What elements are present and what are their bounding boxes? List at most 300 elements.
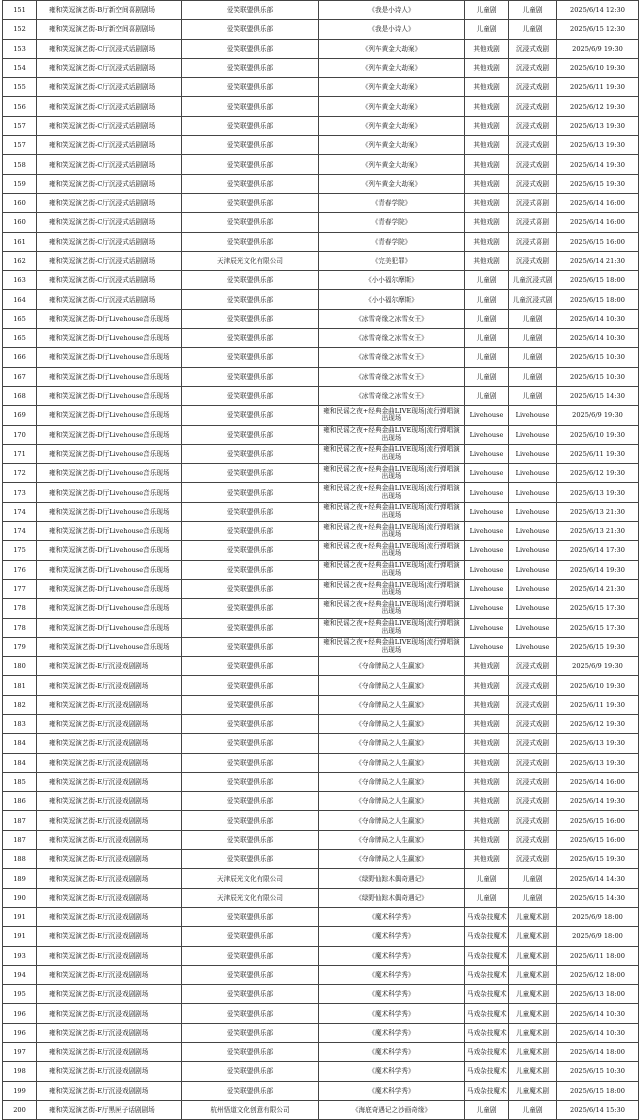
show-title-cell: 《列车黄金大劫案》	[319, 174, 465, 193]
show-title-cell: 《绿野仙踪木偶奇遇记》	[319, 869, 465, 888]
category-cell: 其他戏剧	[465, 734, 509, 753]
category-cell: Livehouse	[465, 483, 509, 502]
row-number: 165	[3, 329, 37, 348]
table-row	[3, 637, 639, 656]
show-title-cell: 《夺命牌局之人生赢家》	[319, 811, 465, 830]
genre-cell: Livehouse	[509, 599, 557, 618]
organizer-cell: 爱笑联盟俱乐部	[182, 772, 319, 791]
organizer-cell: 爱笑联盟俱乐部	[182, 695, 319, 714]
category-cell: 儿童剧	[465, 888, 509, 907]
showtime-cell: 2025/6/13 19:30	[557, 116, 639, 135]
genre-cell: 沉浸式戏剧	[509, 136, 557, 155]
showtime-cell: 2025/6/13 18:00	[557, 985, 639, 1004]
venue-cell: 雍和笑逗演艺街-D厅Livehouse音乐现场	[37, 483, 182, 502]
organizer-cell: 杭州悟道文化创意有限公司	[182, 1100, 319, 1119]
row-number: 169	[3, 406, 37, 425]
venue-cell: 雍和笑逗演艺街-D厅Livehouse音乐现场	[37, 444, 182, 463]
showtime-cell: 2025/6/14 10:30	[557, 1023, 639, 1042]
category-cell: Livehouse	[465, 522, 509, 541]
category-cell: 儿童剧	[465, 309, 509, 328]
venue-cell: 雍和笑逗演艺街-D厅Livehouse音乐现场	[37, 637, 182, 656]
category-cell: Livehouse	[465, 579, 509, 598]
category-cell: 其他戏剧	[465, 174, 509, 193]
table-row	[3, 174, 639, 193]
genre-cell: 沉浸式戏剧	[509, 676, 557, 695]
category-cell: 马戏杂技魔术	[465, 1043, 509, 1062]
row-number: 190	[3, 888, 37, 907]
genre-cell: Livehouse	[509, 522, 557, 541]
organizer-cell: 爱笑联盟俱乐部	[182, 734, 319, 753]
show-title-cell: 《青春学院》	[319, 232, 465, 251]
genre-cell: 儿童魔术剧	[509, 946, 557, 965]
venue-cell: 雍和笑逗演艺街-B厅新空间喜剧剧场	[37, 1, 182, 20]
show-title-cell: 《列车黄金大劫案》	[319, 116, 465, 135]
venue-cell: 雍和笑逗演艺街-C厅沉浸式话剧剧场	[37, 116, 182, 135]
category-cell: Livehouse	[465, 599, 509, 618]
organizer-cell: 爱笑联盟俱乐部	[182, 541, 319, 560]
venue-cell: 雍和笑逗演艺街-D厅Livehouse音乐现场	[37, 329, 182, 348]
row-number: 161	[3, 232, 37, 251]
venue-cell: 雍和笑逗演艺街-C厅沉浸式话剧剧场	[37, 155, 182, 174]
showtime-cell: 2025/6/15 10:30	[557, 1062, 639, 1081]
table-row	[3, 850, 639, 869]
row-number: 179	[3, 637, 37, 656]
venue-cell: 雍和笑逗演艺街-D厅Livehouse音乐现场	[37, 386, 182, 405]
table-row	[3, 1004, 639, 1023]
table-row	[3, 907, 639, 926]
category-cell: 儿童剧	[465, 20, 509, 39]
category-cell: 其他戏剧	[465, 116, 509, 135]
venue-cell: 雍和笑逗演艺街-D厅Livehouse音乐现场	[37, 367, 182, 386]
row-number: 181	[3, 676, 37, 695]
category-cell: 其他戏剧	[465, 753, 509, 772]
showtime-cell: 2025/6/15 18:00	[557, 271, 639, 290]
organizer-cell: 爱笑联盟俱乐部	[182, 155, 319, 174]
table-row	[3, 367, 639, 386]
venue-cell: 雍和笑逗演艺街-C厅沉浸式话剧剧场	[37, 232, 182, 251]
table-row	[3, 309, 639, 328]
venue-cell: 雍和笑逗演艺街-D厅Livehouse音乐现场	[37, 348, 182, 367]
showtime-cell: 2025/6/14 14:30	[557, 869, 639, 888]
organizer-cell: 爱笑联盟俱乐部	[182, 78, 319, 97]
venue-cell: 雍和笑逗演艺街-C厅沉浸式话剧剧场	[37, 251, 182, 270]
category-cell: 其他戏剧	[465, 850, 509, 869]
category-cell: 其他戏剧	[465, 695, 509, 714]
show-title-cell: 雍和民谣之夜+经典金曲LIVE现场|流行弹唱演出现场	[319, 502, 465, 521]
show-title-cell: 《夺命牌局之人生赢家》	[319, 695, 465, 714]
showtime-cell: 2025/6/14 21:30	[557, 579, 639, 598]
organizer-cell: 爱笑联盟俱乐部	[182, 927, 319, 946]
showtime-cell: 2025/6/15 16:00	[557, 830, 639, 849]
show-title-cell: 雍和民谣之夜+经典金曲LIVE现场|流行弹唱演出现场	[319, 464, 465, 483]
table-row	[3, 78, 639, 97]
organizer-cell: 爱笑联盟俱乐部	[182, 97, 319, 116]
category-cell: 儿童剧	[465, 348, 509, 367]
genre-cell: Livehouse	[509, 560, 557, 579]
table-row	[3, 753, 639, 772]
table-row	[3, 1, 639, 20]
category-cell: Livehouse	[465, 502, 509, 521]
showtime-cell: 2025/6/15 17:30	[557, 599, 639, 618]
venue-cell: 雍和笑逗演艺街-D厅Livehouse音乐现场	[37, 309, 182, 328]
show-title-cell: 《夺命牌局之人生赢家》	[319, 830, 465, 849]
venue-cell: 雍和笑逗演艺街-F厅黑匣子话剧剧场	[37, 1100, 182, 1119]
showtime-cell: 2025/6/15 19:30	[557, 637, 639, 656]
genre-cell: 沉浸式喜剧	[509, 213, 557, 232]
category-cell: 马戏杂技魔术	[465, 1062, 509, 1081]
genre-cell: 沉浸式戏剧	[509, 657, 557, 676]
showtime-cell: 2025/6/15 18:00	[557, 1081, 639, 1100]
show-title-cell: 《完美犯罪》	[319, 251, 465, 270]
show-title-cell: 《列车黄金大劫案》	[319, 97, 465, 116]
venue-cell: 雍和笑逗演艺街-D厅Livehouse音乐现场	[37, 502, 182, 521]
show-title-cell: 《小小福尔摩斯》	[319, 290, 465, 309]
showtime-cell: 2025/6/12 19:30	[557, 97, 639, 116]
table-row	[3, 657, 639, 676]
organizer-cell: 爱笑联盟俱乐部	[182, 1062, 319, 1081]
show-title-cell: 《冰雪奇缘之冰雪女王》	[319, 329, 465, 348]
row-number: 174	[3, 522, 37, 541]
genre-cell: 儿童魔术剧	[509, 1081, 557, 1100]
show-title-cell: 《夺命牌局之人生赢家》	[319, 676, 465, 695]
table-row	[3, 483, 639, 502]
table-row	[3, 116, 639, 135]
category-cell: 马戏杂技魔术	[465, 1081, 509, 1100]
genre-cell: 儿童剧	[509, 367, 557, 386]
organizer-cell: 爱笑联盟俱乐部	[182, 483, 319, 502]
category-cell: 儿童剧	[465, 869, 509, 888]
showtime-cell: 2025/6/15 14:30	[557, 386, 639, 405]
show-title-cell: 《列车黄金大劫案》	[319, 39, 465, 58]
organizer-cell: 爱笑联盟俱乐部	[182, 830, 319, 849]
category-cell: Livehouse	[465, 618, 509, 637]
category-cell: Livehouse	[465, 560, 509, 579]
venue-cell: 雍和笑逗演艺街-E厅沉浸戏剧剧场	[37, 657, 182, 676]
category-cell: 其他戏剧	[465, 772, 509, 791]
venue-cell: 雍和笑逗演艺街-D厅Livehouse音乐现场	[37, 618, 182, 637]
organizer-cell: 爱笑联盟俱乐部	[182, 1081, 319, 1100]
organizer-cell: 爱笑联盟俱乐部	[182, 20, 319, 39]
table-row	[3, 946, 639, 965]
show-title-cell: 《冰雪奇缘之冰雪女王》	[319, 367, 465, 386]
row-number: 160	[3, 193, 37, 212]
genre-cell: 儿童魔术剧	[509, 1062, 557, 1081]
row-number: 191	[3, 927, 37, 946]
genre-cell: 沉浸式戏剧	[509, 39, 557, 58]
show-title-cell: 雍和民谣之夜+经典金曲LIVE现场|流行弹唱演出现场	[319, 541, 465, 560]
category-cell: 其他戏剧	[465, 792, 509, 811]
show-title-cell: 《我是小诗人》	[319, 1, 465, 20]
table-row	[3, 541, 639, 560]
row-number: 189	[3, 869, 37, 888]
organizer-cell: 爱笑联盟俱乐部	[182, 502, 319, 521]
showtime-cell: 2025/6/14 16:00	[557, 772, 639, 791]
genre-cell: 儿童魔术剧	[509, 965, 557, 984]
table-row	[3, 965, 639, 984]
category-cell: 儿童剧	[465, 329, 509, 348]
table-row	[3, 213, 639, 232]
category-cell: 马戏杂技魔术	[465, 907, 509, 926]
genre-cell: 沉浸式戏剧	[509, 174, 557, 193]
showtime-cell: 2025/6/9 19:30	[557, 657, 639, 676]
table-row	[3, 290, 639, 309]
table-row	[3, 869, 639, 888]
venue-cell: 雍和笑逗演艺街-C厅沉浸式话剧剧场	[37, 136, 182, 155]
table-row	[3, 58, 639, 77]
organizer-cell: 爱笑联盟俱乐部	[182, 811, 319, 830]
organizer-cell: 爱笑联盟俱乐部	[182, 965, 319, 984]
row-number: 197	[3, 1043, 37, 1062]
table-row	[3, 985, 639, 1004]
genre-cell: Livehouse	[509, 425, 557, 444]
table-row	[3, 1023, 639, 1042]
venue-cell: 雍和笑逗演艺街-D厅Livehouse音乐现场	[37, 522, 182, 541]
row-number: 191	[3, 907, 37, 926]
venue-cell: 雍和笑逗演艺街-E厅沉浸戏剧剧场	[37, 1043, 182, 1062]
venue-cell: 雍和笑逗演艺街-C厅沉浸式话剧剧场	[37, 213, 182, 232]
venue-cell: 雍和笑逗演艺街-E厅沉浸戏剧剧场	[37, 946, 182, 965]
row-number: 152	[3, 20, 37, 39]
category-cell: 儿童剧	[465, 1100, 509, 1119]
genre-cell: Livehouse	[509, 464, 557, 483]
genre-cell: 儿童剧	[509, 20, 557, 39]
row-number: 164	[3, 290, 37, 309]
show-title-cell: 《列车黄金大劫案》	[319, 58, 465, 77]
row-number: 195	[3, 985, 37, 1004]
table-row	[3, 20, 639, 39]
category-cell: 马戏杂技魔术	[465, 1023, 509, 1042]
venue-cell: 雍和笑逗演艺街-D厅Livehouse音乐现场	[37, 464, 182, 483]
row-number: 196	[3, 1004, 37, 1023]
organizer-cell: 爱笑联盟俱乐部	[182, 464, 319, 483]
showtime-cell: 2025/6/12 19:30	[557, 714, 639, 733]
showtime-cell: 2025/6/14 10:30	[557, 329, 639, 348]
showtime-cell: 2025/6/14 10:30	[557, 1004, 639, 1023]
showtime-cell: 2025/6/14 18:00	[557, 1043, 639, 1062]
venue-cell: 雍和笑逗演艺街-D厅Livehouse音乐现场	[37, 541, 182, 560]
showtime-cell: 2025/6/10 19:30	[557, 425, 639, 444]
category-cell: Livehouse	[465, 541, 509, 560]
row-number: 186	[3, 792, 37, 811]
category-cell: 其他戏剧	[465, 811, 509, 830]
show-title-cell: 《青春学院》	[319, 193, 465, 212]
showtime-cell: 2025/6/14 19:30	[557, 792, 639, 811]
show-title-cell: 雍和民谣之夜+经典金曲LIVE现场|流行弹唱演出现场	[319, 579, 465, 598]
category-cell: 儿童剧	[465, 290, 509, 309]
category-cell: 儿童剧	[465, 367, 509, 386]
venue-cell: 雍和笑逗演艺街-E厅沉浸戏剧剧场	[37, 1062, 182, 1081]
table-row	[3, 271, 639, 290]
organizer-cell: 爱笑联盟俱乐部	[182, 850, 319, 869]
genre-cell: 沉浸式戏剧	[509, 714, 557, 733]
row-number: 157	[3, 116, 37, 135]
show-title-cell: 雍和民谣之夜+经典金曲LIVE现场|流行弹唱演出现场	[319, 425, 465, 444]
row-number: 151	[3, 1, 37, 20]
row-number: 168	[3, 386, 37, 405]
organizer-cell: 爱笑联盟俱乐部	[182, 39, 319, 58]
genre-cell: 沉浸式戏剧	[509, 734, 557, 753]
showtime-cell: 2025/6/11 19:30	[557, 695, 639, 714]
showtime-cell: 2025/6/11 19:30	[557, 444, 639, 463]
row-number: 183	[3, 714, 37, 733]
category-cell: 其他戏剧	[465, 39, 509, 58]
show-title-cell: 《夺命牌局之人生赢家》	[319, 792, 465, 811]
genre-cell: 沉浸式戏剧	[509, 251, 557, 270]
show-title-cell: 《魔术科学秀》	[319, 1043, 465, 1062]
table-row	[3, 792, 639, 811]
genre-cell: Livehouse	[509, 618, 557, 637]
genre-cell: Livehouse	[509, 444, 557, 463]
venue-cell: 雍和笑逗演艺街-E厅沉浸戏剧剧场	[37, 676, 182, 695]
show-title-cell: 《海底奇遇记之沙画奇缘》	[319, 1100, 465, 1119]
organizer-cell: 爱笑联盟俱乐部	[182, 1004, 319, 1023]
organizer-cell: 爱笑联盟俱乐部	[182, 309, 319, 328]
showtime-cell: 2025/6/10 19:30	[557, 676, 639, 695]
table-row	[3, 888, 639, 907]
organizer-cell: 爱笑联盟俱乐部	[182, 348, 319, 367]
table-row	[3, 618, 639, 637]
category-cell: 其他戏剧	[465, 97, 509, 116]
row-number: 193	[3, 946, 37, 965]
venue-cell: 雍和笑逗演艺街-D厅Livehouse音乐现场	[37, 579, 182, 598]
genre-cell: Livehouse	[509, 502, 557, 521]
schedule-table	[2, 0, 639, 1120]
venue-cell: 雍和笑逗演艺街-E厅沉浸戏剧剧场	[37, 1081, 182, 1100]
show-title-cell: 《魔术科学秀》	[319, 1081, 465, 1100]
row-number: 188	[3, 850, 37, 869]
show-title-cell: 《小小福尔摩斯》	[319, 271, 465, 290]
showtime-cell: 2025/6/14 16:00	[557, 213, 639, 232]
show-title-cell: 雍和民谣之夜+经典金曲LIVE现场|流行弹唱演出现场	[319, 599, 465, 618]
category-cell: 其他戏剧	[465, 251, 509, 270]
genre-cell: 儿童剧	[509, 888, 557, 907]
show-title-cell: 《我是小诗人》	[319, 20, 465, 39]
venue-cell: 雍和笑逗演艺街-E厅沉浸戏剧剧场	[37, 695, 182, 714]
genre-cell: 沉浸式戏剧	[509, 97, 557, 116]
venue-cell: 雍和笑逗演艺街-E厅沉浸戏剧剧场	[37, 888, 182, 907]
organizer-cell: 爱笑联盟俱乐部	[182, 560, 319, 579]
venue-cell: 雍和笑逗演艺街-E厅沉浸戏剧剧场	[37, 830, 182, 849]
organizer-cell: 爱笑联盟俱乐部	[182, 657, 319, 676]
row-number: 178	[3, 599, 37, 618]
genre-cell: 沉浸式戏剧	[509, 811, 557, 830]
organizer-cell: 爱笑联盟俱乐部	[182, 367, 319, 386]
show-title-cell: 雍和民谣之夜+经典金曲LIVE现场|流行弹唱演出现场	[319, 522, 465, 541]
organizer-cell: 爱笑联盟俱乐部	[182, 714, 319, 733]
category-cell: 马戏杂技魔术	[465, 946, 509, 965]
row-number: 196	[3, 1023, 37, 1042]
show-title-cell: 《夺命牌局之人生赢家》	[319, 753, 465, 772]
show-title-cell: 雍和民谣之夜+经典金曲LIVE现场|流行弹唱演出现场	[319, 560, 465, 579]
table-row	[3, 406, 639, 425]
row-number: 153	[3, 39, 37, 58]
genre-cell: 儿童魔术剧	[509, 985, 557, 1004]
category-cell: 马戏杂技魔术	[465, 965, 509, 984]
genre-cell: 儿童剧	[509, 309, 557, 328]
table-row	[3, 811, 639, 830]
organizer-cell: 爱笑联盟俱乐部	[182, 425, 319, 444]
showtime-cell: 2025/6/15 19:30	[557, 174, 639, 193]
genre-cell: 沉浸式戏剧	[509, 850, 557, 869]
showtime-cell: 2025/6/13 19:30	[557, 136, 639, 155]
genre-cell: 儿童沉浸式剧	[509, 290, 557, 309]
category-cell: 马戏杂技魔术	[465, 927, 509, 946]
genre-cell: 沉浸式戏剧	[509, 695, 557, 714]
showtime-cell: 2025/6/9 18:00	[557, 927, 639, 946]
row-number: 184	[3, 753, 37, 772]
organizer-cell: 爱笑联盟俱乐部	[182, 116, 319, 135]
show-title-cell: 《冰雪奇缘之冰雪女王》	[319, 348, 465, 367]
table-row	[3, 251, 639, 270]
show-title-cell: 雍和民谣之夜+经典金曲LIVE现场|流行弹唱演出现场	[319, 444, 465, 463]
show-title-cell: 《魔术科学秀》	[319, 907, 465, 926]
table-row	[3, 444, 639, 463]
venue-cell: 雍和笑逗演艺街-C厅沉浸式话剧剧场	[37, 58, 182, 77]
genre-cell: 沉浸式戏剧	[509, 792, 557, 811]
row-number: 177	[3, 579, 37, 598]
showtime-cell: 2025/6/14 16:00	[557, 193, 639, 212]
organizer-cell: 爱笑联盟俱乐部	[182, 599, 319, 618]
category-cell: 儿童剧	[465, 1, 509, 20]
category-cell: Livehouse	[465, 425, 509, 444]
show-title-cell: 《魔术科学秀》	[319, 946, 465, 965]
row-number: 154	[3, 58, 37, 77]
show-title-cell: 《魔术科学秀》	[319, 965, 465, 984]
genre-cell: Livehouse	[509, 579, 557, 598]
show-title-cell: 《冰雪奇缘之冰雪女王》	[319, 386, 465, 405]
row-number: 157	[3, 136, 37, 155]
table-row	[3, 329, 639, 348]
show-title-cell: 《魔术科学秀》	[319, 985, 465, 1004]
row-number: 187	[3, 811, 37, 830]
row-number: 166	[3, 348, 37, 367]
showtime-cell: 2025/6/15 16:00	[557, 811, 639, 830]
showtime-cell: 2025/6/14 17:30	[557, 541, 639, 560]
row-number: 178	[3, 618, 37, 637]
show-title-cell: 《夺命牌局之人生赢家》	[319, 772, 465, 791]
showtime-cell: 2025/6/9 19:30	[557, 39, 639, 58]
genre-cell: 沉浸式戏剧	[509, 78, 557, 97]
show-title-cell: 雍和民谣之夜+经典金曲LIVE现场|流行弹唱演出现场	[319, 637, 465, 656]
venue-cell: 雍和笑逗演艺街-D厅Livehouse音乐现场	[37, 406, 182, 425]
row-number: 175	[3, 541, 37, 560]
row-number: 199	[3, 1081, 37, 1100]
row-number: 200	[3, 1100, 37, 1119]
venue-cell: 雍和笑逗演艺街-D厅Livehouse音乐现场	[37, 425, 182, 444]
showtime-cell: 2025/6/15 10:30	[557, 348, 639, 367]
show-title-cell: 《魔术科学秀》	[319, 1023, 465, 1042]
category-cell: Livehouse	[465, 406, 509, 425]
showtime-cell: 2025/6/11 18:00	[557, 946, 639, 965]
venue-cell: 雍和笑逗演艺街-E厅沉浸戏剧剧场	[37, 869, 182, 888]
show-title-cell: 《列车黄金大劫案》	[319, 155, 465, 174]
showtime-cell: 2025/6/14 19:30	[557, 560, 639, 579]
organizer-cell: 爱笑联盟俱乐部	[182, 1023, 319, 1042]
row-number: 165	[3, 309, 37, 328]
organizer-cell: 爱笑联盟俱乐部	[182, 637, 319, 656]
showtime-cell: 2025/6/14 19:30	[557, 155, 639, 174]
venue-cell: 雍和笑逗演艺街-E厅沉浸戏剧剧场	[37, 1023, 182, 1042]
genre-cell: 儿童魔术剧	[509, 1004, 557, 1023]
category-cell: 马戏杂技魔术	[465, 985, 509, 1004]
category-cell: 其他戏剧	[465, 58, 509, 77]
organizer-cell: 爱笑联盟俱乐部	[182, 232, 319, 251]
venue-cell: 雍和笑逗演艺街-C厅沉浸式话剧剧场	[37, 271, 182, 290]
organizer-cell: 爱笑联盟俱乐部	[182, 522, 319, 541]
showtime-cell: 2025/6/15 19:30	[557, 850, 639, 869]
table-row	[3, 386, 639, 405]
genre-cell: 沉浸式戏剧	[509, 116, 557, 135]
